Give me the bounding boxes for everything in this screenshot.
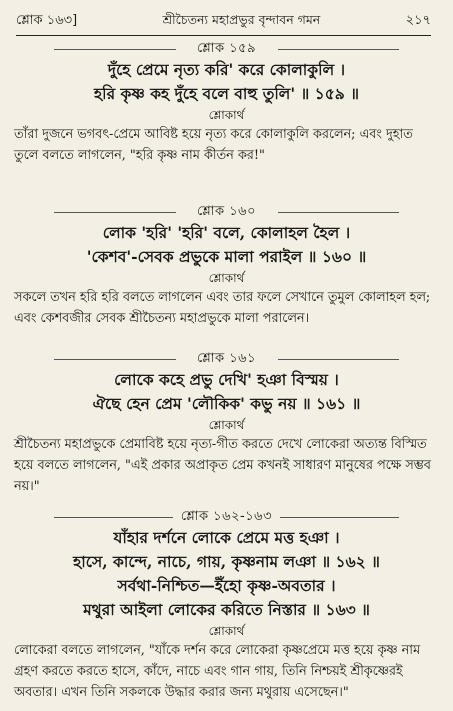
- translation-line: হয়ে বলতে লাগলেন, "এই প্রকার অপ্রাকৃত প্রেম কখনই সাধারণ মানুষের পক্ষে সম্ভব: [14, 458, 431, 473]
- verse-line: হাসে, কান্দে, নাচে, গায়, কৃষ্ণনাম লঞা ॥ ১৬২ ॥: [73, 552, 380, 571]
- verse-label: শ্লোক ১৬১: [14, 350, 439, 368]
- verse-line: ঐছে হেন প্রেম 'লৌকিক' কভু নয় ॥ ১৬১ ॥: [92, 394, 361, 413]
- translation-line: লোকেরা বলতে লাগলেন, "যাঁকে দর্শন করে লোকেরা কৃষ্ণপ্রেমে মত্ত হয়ে কৃষ্ণ নাম: [14, 643, 421, 658]
- verse-line: লোকে কহে প্রভু দেখি' হঞা বিস্ময় ।: [114, 370, 339, 389]
- translation-line: তাঁরা দুজনে ভগবৎ-প্রেমে আবিষ্ট হয়ে নৃত্য করে কোলাকুলি করলেন; এবং দুহাত: [14, 127, 413, 142]
- verse-section-161: [14, 350, 439, 497]
- header-chapter-title: শ্রীচৈতন্য মহাপ্রভুর বৃন্দাবন গমন: [162, 12, 321, 27]
- translation-line: এবং কেশবজীর সেবক শ্রীচৈতন্য মহাপ্রভুকে মালা পরালেন।: [14, 311, 310, 326]
- verse-line: সর্বথা-নিশ্চিত—ইঁহো কৃষ্ণ-অবতার ।: [117, 576, 336, 595]
- verse-section-160: [14, 203, 439, 329]
- translation-line: সকলে তখন হরি হরি বলতে লাগলেন এবং তার ফলে সেখানে তুমুল কোলাহল হল;: [14, 290, 431, 305]
- page-number: ২১৭: [405, 13, 431, 28]
- translation-label: শ্লোকার্থ: [208, 624, 245, 638]
- translation-line: শ্রীচৈতন্য মহাপ্রভুকে প্রেমাবিষ্ট হয়ে নৃত্য-গীত করতে দেখে লোকেরা অত্যন্ত বিস্মিত: [14, 437, 427, 452]
- verse-label: শ্লোক ১৫৯: [14, 40, 439, 58]
- running-header: [16, 10, 431, 36]
- header-verse-ref: শ্লোক ১৬৩]: [16, 13, 78, 28]
- translation-line: গ্রহণ করতে করতে হাসে, কাঁদে, নাচে এবং গান গায়, তিনি নিশ্চয়ই শ্রীকৃষ্ণেরই: [14, 664, 403, 679]
- translation-line: অবতার। এখন তিনি সকলকে উদ্ধার করার জন্য মথুরায় এসেছেন।": [14, 685, 349, 700]
- verse-line: মথুরা আইলা লোকের করিতে নিস্তার ॥ ১৬৩ ॥: [83, 600, 370, 619]
- verse-section-159: [14, 40, 439, 166]
- translation-label: শ্লোকার্থ: [208, 108, 245, 122]
- verse-label: শ্লোক ১৬২-১৬৩: [14, 508, 439, 526]
- translation-label: শ্লোকার্থ: [208, 418, 245, 432]
- verse-line: লোক 'হরি' 'হরি' বলে, কোলাহল হৈল ।: [102, 223, 351, 242]
- translation-label: শ্লোকার্থ: [208, 271, 245, 285]
- translation-line: নয়।": [14, 479, 40, 494]
- verse-line: যাঁহার দর্শনে লোকে প্রেমে মত্ত হঞা ।: [113, 528, 340, 547]
- verse-line: 'কেশব'-সেবক প্রভুকে মালা পরাইল ॥ ১৬০ ॥: [86, 247, 367, 266]
- verse-line: দুঁহে প্রেমে নৃত্য করি' করে কোলাকুলি ।: [107, 60, 346, 79]
- verse-section-162-163: [14, 508, 439, 703]
- verse-label: শ্লোক ১৬০: [14, 203, 439, 221]
- verse-line: হরি কৃষ্ণ কহ দুঁহে বলে বাহু তুলি' ॥ ১৫৯ ॥: [94, 84, 359, 103]
- translation-line: তুলে বলতে লাগলেন, "হরি কৃষ্ণ নাম কীর্তন কর!": [14, 148, 265, 163]
